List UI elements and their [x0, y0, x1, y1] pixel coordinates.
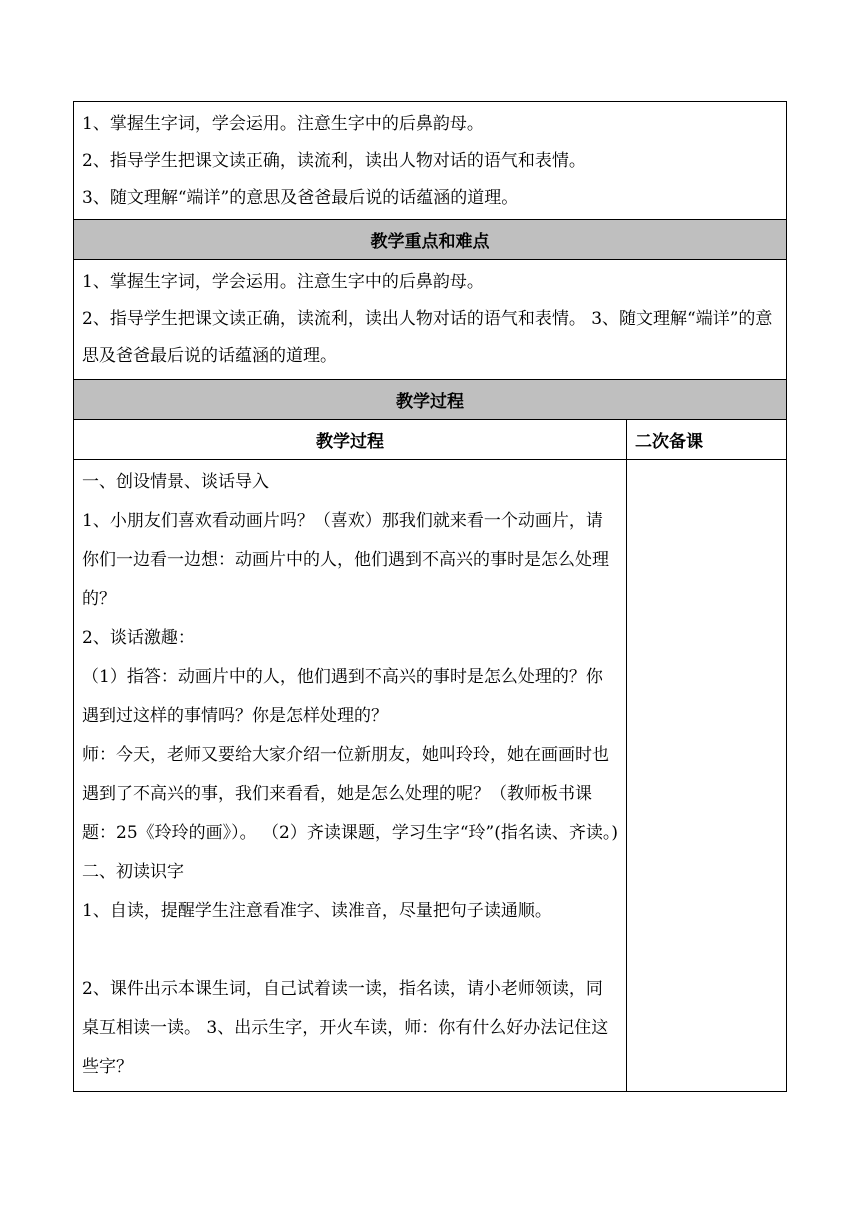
column-header-revision: 二次备课: [635, 432, 703, 452]
process-paragraph: 1、自读，提醒学生注意看准字、读准音，尽量把句子读通顺。: [82, 901, 552, 921]
process-paragraph: 1、小朋友们喜欢看动画片吗？（喜欢）那我们就来看一个动画片，请你们一边看一边想：动画片中的人，他们遇到不高兴的事时是怎么处理的？: [82, 511, 609, 609]
process-paragraph: 一、创设情景、谈话导入: [82, 472, 269, 492]
objectives-section: [74, 102, 786, 220]
column-header-process: 教学过程: [74, 420, 627, 459]
key-point-item: 1、掌握生字词，学会运用。注意生字中的后鼻韵母。: [82, 272, 484, 292]
process-paragraph: （1）指答：动画片中的人，他们遇到不高兴的事时是怎么处理的？你遇到过这样的事情吗？你是怎样处理的？: [82, 667, 603, 726]
blank-line: [82, 931, 618, 970]
objective-item: 3、随文理解“端详”的意思及爸爸最后说的话蕴涵的道理。: [82, 188, 519, 208]
key-point-item: 2、指导学生把课文读正确，读流利，读出人物对话的语气和表情。 3、随文理解“端详”的意思及爸爸最后说的话蕴涵的道理。: [82, 309, 773, 366]
process-paragraph: 师：今天，老师又要给大家介绍一位新朋友，她叫玲玲，她在画画时也遇到了不高兴的事，我们来看看，她是怎么处理的呢？（教师板书课题：25《玲玲的画》）。 （2）齐读课题，学习生字“玲”(指名读、齐读。): [82, 745, 618, 843]
process-paragraph: 2、课件出示本课生词，自己试着读一读，指名读，请小老师领读，同桌互相读一读。 3、出示生字，开火车读，师：你有什么好办法记住这些字？: [82, 979, 609, 1077]
objective-item: 2、指导学生把课文读正确，读流利，读出人物对话的语气和表情。: [82, 151, 586, 171]
process-paragraph: 2、谈话激趣：: [82, 628, 195, 648]
process-body: [74, 460, 786, 1091]
objective-item: 1、掌握生字词，学会运用。注意生字中的后鼻韵母。: [82, 114, 484, 134]
key-points-section: [74, 260, 786, 380]
process-content: [74, 460, 627, 1091]
revision-notes-column: [627, 460, 786, 1091]
process-paragraph: 二、初读识字: [82, 862, 184, 882]
key-points-heading: 教学重点和难点: [74, 220, 786, 260]
process-column-headers: [74, 420, 786, 460]
process-heading: 教学过程: [74, 380, 786, 420]
lesson-plan-table: [73, 101, 787, 1092]
